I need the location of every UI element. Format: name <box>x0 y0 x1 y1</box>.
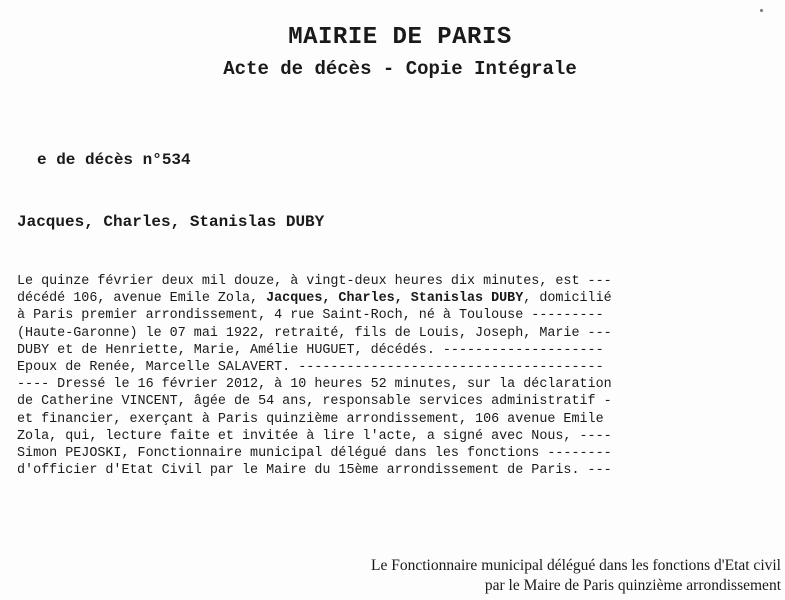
body-line: de Catherine VINCENT, âgée de 54 ans, responsable services administratif - <box>17 394 612 410</box>
body-line: et financier, exerçant à Paris quinzième arrondissement, 106 avenue Emile <box>17 411 604 427</box>
acte-number: e de décès n°534 <box>37 151 191 169</box>
body-line: ---- Dressé le 16 février 2012, à 10 heures 52 minutes, sur la déclaration <box>17 377 612 393</box>
signature-block <box>371 556 781 596</box>
body-line: à Paris premier arrondissement, 4 rue Saint-Roch, né à Toulouse --------- <box>17 308 604 324</box>
body-line: DUBY et de Henriette, Marie, Amélie HUGUET, décédés. -------------------- <box>17 342 604 358</box>
body-line: Zola, qui, lecture faite et invitée à lire l'acte, a signé avec Nous, ---- <box>17 428 612 444</box>
body-segment: décédé 106, avenue Emile Zola, <box>17 291 267 307</box>
acte-body <box>17 273 697 479</box>
body-line: (Haute-Garonne) le 07 mai 1922, retraité, fils de Louis, Joseph, Marie --- <box>17 325 612 341</box>
body-line: Le quinze février deux mil douze, à vingt-deux heures dix minutes, est --- <box>17 274 612 289</box>
document-subtitle: Acte de décès - Copie Intégrale <box>223 58 577 80</box>
signature-line-2: par le Maire de Paris quinzième arrondissement <box>484 577 781 594</box>
body-line: Epoux de Renée, Marcelle SALAVERT. -------------------------------------- <box>17 360 604 376</box>
body-segment: , domicilié <box>523 291 612 307</box>
deceased-name-inline: Jacques, Charles, Stanislas DUBY <box>266 291 524 307</box>
document-title: MAIRIE DE PARIS <box>288 24 512 51</box>
scan-speck <box>760 9 763 12</box>
body-line <box>17 290 697 307</box>
body-line: Simon PEJOSKI, Fonctionnaire municipal délégué dans les fonctions -------- <box>17 446 612 462</box>
body-line: d'officier d'Etat Civil par le Maire du 15ème arrondissement de Paris. --- <box>17 463 612 479</box>
signature-line-1: Le Fonctionnaire municipal délégué dans les fonctions d'Etat civil <box>371 557 781 574</box>
deceased-name: Jacques, Charles, Stanislas DUBY <box>17 213 325 231</box>
